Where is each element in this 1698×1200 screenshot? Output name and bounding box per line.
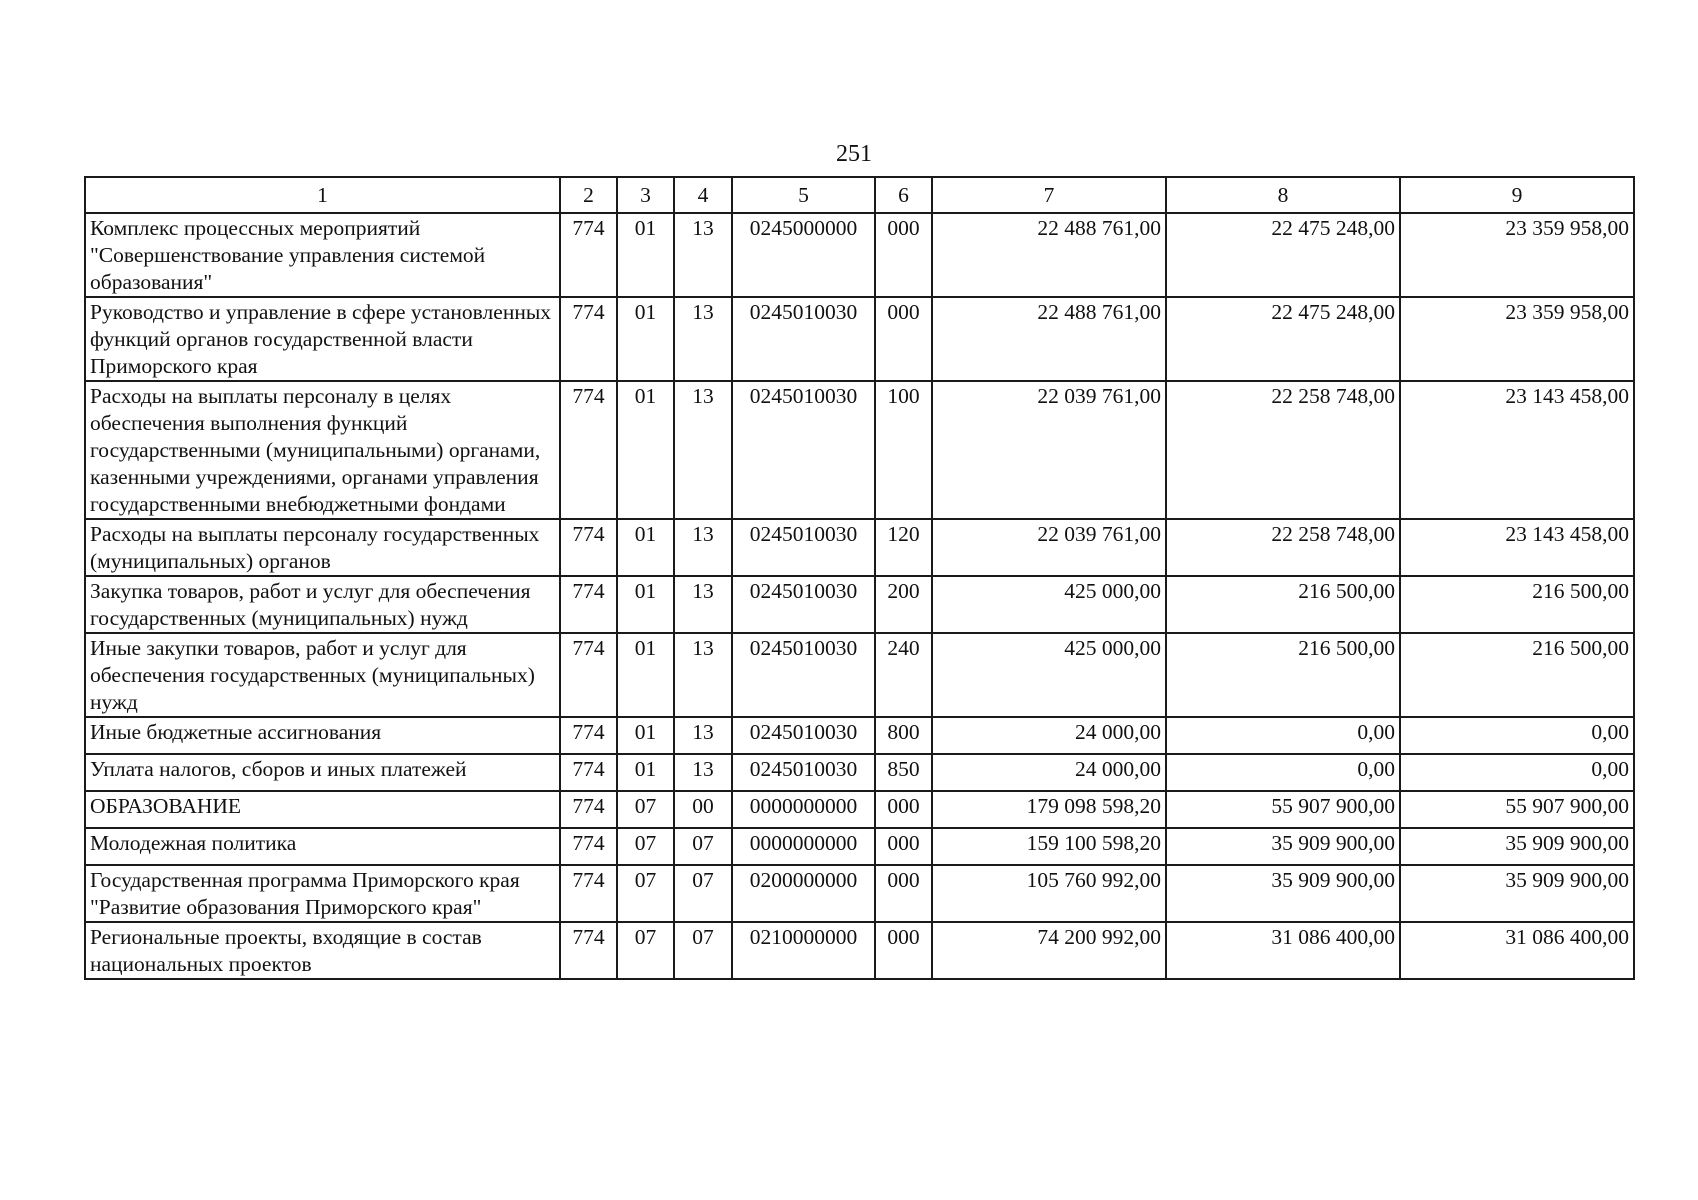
amount-col-7: 425 000,00 — [932, 633, 1166, 717]
expense-type-code: 000 — [875, 213, 932, 297]
section-code: 01 — [617, 519, 674, 576]
subsection-code: 13 — [674, 576, 732, 633]
ministry-code: 774 — [560, 828, 617, 865]
amount-col-9: 23 359 958,00 — [1400, 213, 1634, 297]
column-header: 2 — [560, 177, 617, 213]
amount-col-9: 35 909 900,00 — [1400, 865, 1634, 922]
section-code: 07 — [617, 791, 674, 828]
target-article-code: 0245010030 — [732, 297, 875, 381]
column-header: 5 — [732, 177, 875, 213]
amount-col-8: 22 258 748,00 — [1166, 381, 1400, 519]
column-header: 4 — [674, 177, 732, 213]
amount-col-7: 179 098 598,20 — [932, 791, 1166, 828]
amount-col-8: 35 909 900,00 — [1166, 828, 1400, 865]
section-code: 07 — [617, 865, 674, 922]
expense-type-code: 240 — [875, 633, 932, 717]
expense-type-code: 000 — [875, 828, 932, 865]
amount-col-8: 55 907 900,00 — [1166, 791, 1400, 828]
target-article-code: 0200000000 — [732, 865, 875, 922]
section-code: 01 — [617, 754, 674, 791]
subsection-code: 07 — [674, 828, 732, 865]
ministry-code: 774 — [560, 633, 617, 717]
page-number: 251 — [836, 141, 872, 167]
row-name: Расходы на выплаты персоналу в целях обеспечения выполнения функций государственными (муниципальными) органами, казенными учреждениями, органами управления государственными внебюджетными фондами — [85, 381, 560, 519]
column-header: 6 — [875, 177, 932, 213]
expense-type-code: 850 — [875, 754, 932, 791]
table-row — [85, 297, 1634, 381]
section-code: 01 — [617, 381, 674, 519]
target-article-code: 0245010030 — [732, 633, 875, 717]
budget-table — [84, 176, 1635, 980]
expense-type-code: 800 — [875, 717, 932, 754]
column-header: 3 — [617, 177, 674, 213]
ministry-code: 774 — [560, 576, 617, 633]
table-row — [85, 519, 1634, 576]
amount-col-7: 105 760 992,00 — [932, 865, 1166, 922]
amount-col-7: 22 039 761,00 — [932, 381, 1166, 519]
subsection-code: 13 — [674, 297, 732, 381]
subsection-code: 13 — [674, 213, 732, 297]
column-header: 1 — [85, 177, 560, 213]
subsection-code: 13 — [674, 519, 732, 576]
section-code: 07 — [617, 828, 674, 865]
table-row — [85, 213, 1634, 297]
target-article-code: 0245010030 — [732, 717, 875, 754]
expense-type-code: 100 — [875, 381, 932, 519]
ministry-code: 774 — [560, 213, 617, 297]
section-code: 01 — [617, 213, 674, 297]
target-article-code: 0245010030 — [732, 576, 875, 633]
target-article-code: 0245010030 — [732, 381, 875, 519]
expense-type-code: 200 — [875, 576, 932, 633]
subsection-code: 13 — [674, 633, 732, 717]
ministry-code: 774 — [560, 922, 617, 979]
amount-col-8: 216 500,00 — [1166, 576, 1400, 633]
amount-col-7: 74 200 992,00 — [932, 922, 1166, 979]
amount-col-8: 0,00 — [1166, 754, 1400, 791]
subsection-code: 13 — [674, 381, 732, 519]
target-article-code: 0000000000 — [732, 828, 875, 865]
amount-col-7: 22 488 761,00 — [932, 213, 1166, 297]
amount-col-9: 23 143 458,00 — [1400, 381, 1634, 519]
section-code: 07 — [617, 922, 674, 979]
expense-type-code: 120 — [875, 519, 932, 576]
subsection-code: 00 — [674, 791, 732, 828]
amount-col-8: 22 475 248,00 — [1166, 213, 1400, 297]
target-article-code: 0000000000 — [732, 791, 875, 828]
amount-col-9: 35 909 900,00 — [1400, 828, 1634, 865]
amount-col-9: 216 500,00 — [1400, 576, 1634, 633]
ministry-code: 774 — [560, 791, 617, 828]
target-article-code: 0245010030 — [732, 754, 875, 791]
amount-col-9: 55 907 900,00 — [1400, 791, 1634, 828]
section-code: 01 — [617, 717, 674, 754]
amount-col-8: 216 500,00 — [1166, 633, 1400, 717]
amount-col-9: 0,00 — [1400, 754, 1634, 791]
table-row — [85, 828, 1634, 865]
table-row — [85, 865, 1634, 922]
column-header: 8 — [1166, 177, 1400, 213]
ministry-code: 774 — [560, 717, 617, 754]
row-name: Расходы на выплаты персоналу государственных (муниципальных) органов — [85, 519, 560, 576]
table-row — [85, 576, 1634, 633]
amount-col-7: 24 000,00 — [932, 717, 1166, 754]
section-code: 01 — [617, 297, 674, 381]
table-row — [85, 381, 1634, 519]
amount-col-7: 24 000,00 — [932, 754, 1166, 791]
target-article-code: 0245000000 — [732, 213, 875, 297]
table-row — [85, 633, 1634, 717]
expense-type-code: 000 — [875, 791, 932, 828]
table-row — [85, 754, 1634, 791]
row-name: Государственная программа Приморского края "Развитие образования Приморского края" — [85, 865, 560, 922]
expense-type-code: 000 — [875, 297, 932, 381]
amount-col-8: 35 909 900,00 — [1166, 865, 1400, 922]
ministry-code: 774 — [560, 381, 617, 519]
target-article-code: 0210000000 — [732, 922, 875, 979]
amount-col-8: 22 475 248,00 — [1166, 297, 1400, 381]
row-name: Руководство и управление в сфере установленных функций органов государственной власти Приморского края — [85, 297, 560, 381]
amount-col-9: 0,00 — [1400, 717, 1634, 754]
ministry-code: 774 — [560, 519, 617, 576]
table-row — [85, 922, 1634, 979]
row-name: Комплекс процессных мероприятий "Совершенствование управления системой образования" — [85, 213, 560, 297]
subsection-code: 07 — [674, 865, 732, 922]
row-name: Закупка товаров, работ и услуг для обеспечения государственных (муниципальных) нужд — [85, 576, 560, 633]
table-row — [85, 717, 1634, 754]
amount-col-9: 31 086 400,00 — [1400, 922, 1634, 979]
column-header: 7 — [932, 177, 1166, 213]
row-name: Иные закупки товаров, работ и услуг для обеспечения государственных (муниципальных) нужд — [85, 633, 560, 717]
section-code: 01 — [617, 633, 674, 717]
target-article-code: 0245010030 — [732, 519, 875, 576]
ministry-code: 774 — [560, 297, 617, 381]
amount-col-9: 216 500,00 — [1400, 633, 1634, 717]
amount-col-7: 22 039 761,00 — [932, 519, 1166, 576]
table-row — [85, 791, 1634, 828]
amount-col-9: 23 359 958,00 — [1400, 297, 1634, 381]
amount-col-7: 22 488 761,00 — [932, 297, 1166, 381]
subsection-code: 07 — [674, 922, 732, 979]
row-name: ОБРАЗОВАНИЕ — [85, 791, 560, 828]
row-name: Региональные проекты, входящие в состав национальных проектов — [85, 922, 560, 979]
expense-type-code: 000 — [875, 865, 932, 922]
header-row — [85, 177, 1634, 213]
amount-col-8: 0,00 — [1166, 717, 1400, 754]
amount-col-8: 31 086 400,00 — [1166, 922, 1400, 979]
amount-col-7: 159 100 598,20 — [932, 828, 1166, 865]
subsection-code: 13 — [674, 717, 732, 754]
row-name: Иные бюджетные ассигнования — [85, 717, 560, 754]
ministry-code: 774 — [560, 754, 617, 791]
column-header: 9 — [1400, 177, 1634, 213]
row-name: Уплата налогов, сборов и иных платежей — [85, 754, 560, 791]
section-code: 01 — [617, 576, 674, 633]
amount-col-7: 425 000,00 — [932, 576, 1166, 633]
amount-col-9: 23 143 458,00 — [1400, 519, 1634, 576]
subsection-code: 13 — [674, 754, 732, 791]
row-name: Молодежная политика — [85, 828, 560, 865]
amount-col-8: 22 258 748,00 — [1166, 519, 1400, 576]
ministry-code: 774 — [560, 865, 617, 922]
expense-type-code: 000 — [875, 922, 932, 979]
